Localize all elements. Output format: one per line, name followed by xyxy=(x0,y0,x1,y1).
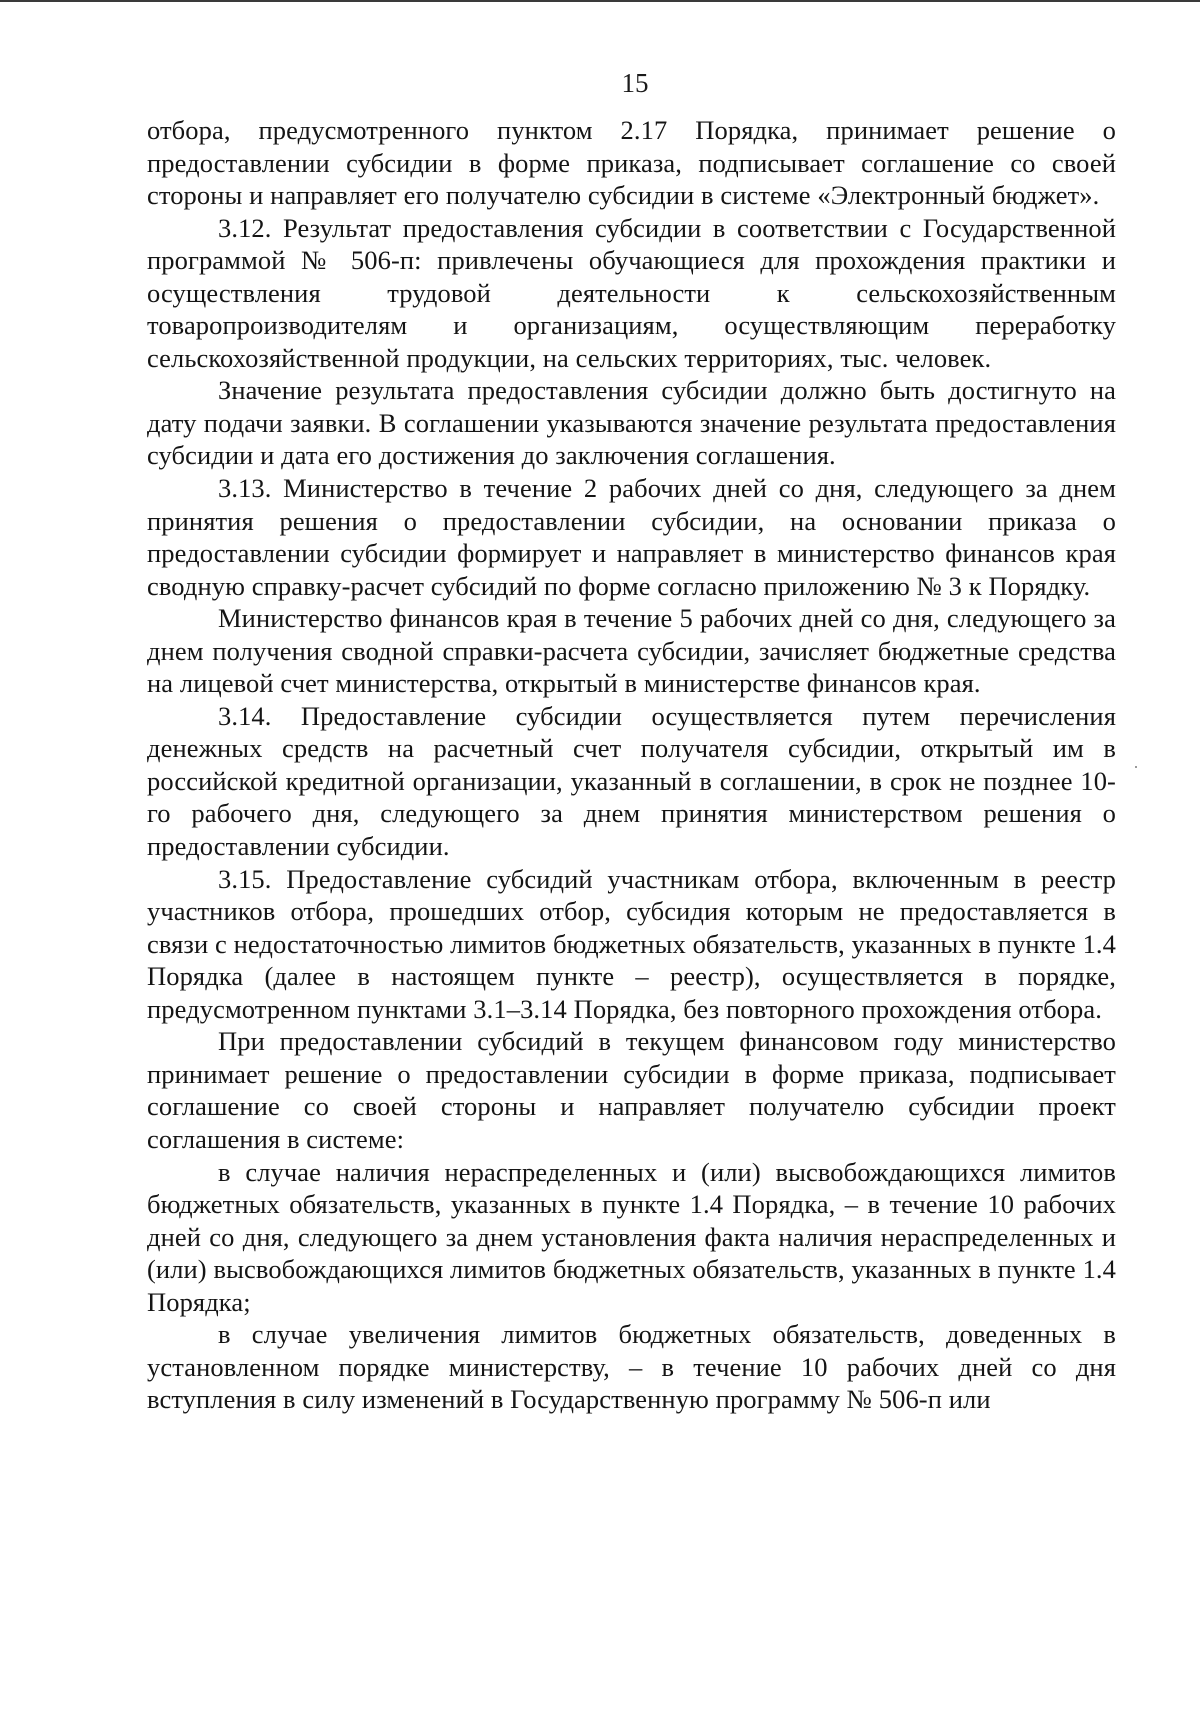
paragraph-current-year: При предоставлении субсидий в текущем финансовом году министерство принимает решение о предоставлении субсидии в форме приказа, подписывает соглашение со своей стороны и направляет получателю субсидии проект соглашения в системе: xyxy=(147,1026,1116,1154)
paragraph-unallocated-limits: в случае наличия нераспределенных и (или) высвобождающихся лимитов бюджетных обязательств, указанных в пункте 1.4 Порядка, – в течение 10 рабочих дней со дня, следующего за днем установления факта наличия нераспределенных и (или) высвобождающихся лимитов бюджетных обязательств, указанных в пункте 1.4 Порядка; xyxy=(147,1156,1116,1317)
paragraph-3-13: 3.13. Министерство в течение 2 рабочих дней со дня, следующего за днем принятия решения о предоставлении субсидии, на основании приказа о предоставлении субсидии формирует и направляет в министерство финансов края сводную справку-расчет субсидий по форме согласно приложению № 3 к Порядку. xyxy=(147,473,1116,601)
scan-speck xyxy=(1135,766,1137,768)
paragraph-3-14: 3.14. Предоставление субсидии осуществляется путем перечисления денежных средств на расчетный счет получателя субсидии, открытый им в российской кредитной организации, указанный в соглашении, в срок не позднее 10-го рабочего дня, следующего за днем принятия министерством решения о предоставлении субсидии. xyxy=(147,700,1116,862)
paragraph-finance-ministry: Министерство финансов края в течение 5 рабочих дней со дня, следующего за днем получения сводной справки-расчета субсидии, зачисляет бюджетные средства на лицевой счет министерства, открытый в министерстве финансов края. xyxy=(147,603,1116,699)
paragraph-increased-limits: в случае увеличения лимитов бюджетных обязательств, доведенных в установленном порядке министерству, – в течение 10 рабочих дней со дня вступления в силу изменений в Государственную программу № 506-п или xyxy=(147,1319,1116,1415)
document-body xyxy=(147,114,1116,1416)
paragraph-result-value: Значение результата предоставления субсидии должно быть достигнуто на дату подачи заявки. В соглашении указываются значение результата предоставления субсидии и дата его достижения до заключения соглашения. xyxy=(147,375,1116,471)
paragraph-3-15: 3.15. Предоставление субсидий участникам отбора, включенным в реестр участников отбора, прошедших отбор, субсидия которым не предоставляется в связи с недостаточностью лимитов бюджетных обязательств, указанных в пункте 1.4 Порядка (далее в настоящем пункте – реестр), осуществляется в порядке, предусмотренном пунктами 3.1–3.14 Порядка, без повторного прохождения отбора. xyxy=(147,863,1116,1024)
page-number: 15 xyxy=(621,68,649,98)
paragraph-3-12: 3.12. Результат предоставления субсидии в соответствии с Государственной программой № 506-п: привлечены обучающиеся для прохождения практики и осуществления трудовой деятельности к сельскохозяйственным товаропроизводителям и организациям, осуществляющим переработку сельскохозяйственной продукции, на сельских территориях, тыс. человек. xyxy=(147,212,1116,373)
paragraph-continuation: отбора, предусмотренного пунктом 2.17 Порядка, принимает решение о предоставлении субсидии в форме приказа, подписывает соглашение со своей стороны и направляет его получателю субсидии в системе «Электронный бюджет». xyxy=(147,115,1116,211)
top-edge-line xyxy=(0,0,1200,2)
